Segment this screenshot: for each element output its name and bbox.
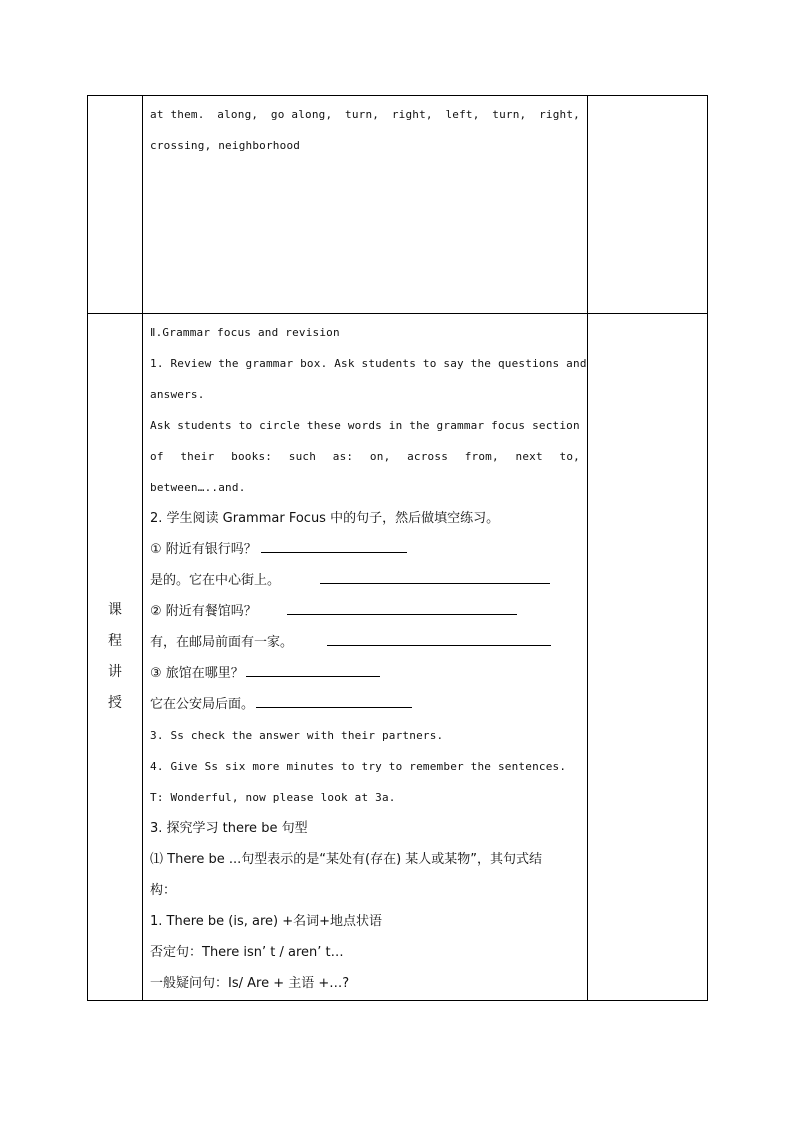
content-cell xyxy=(143,314,588,1001)
notes-cell xyxy=(588,314,708,1001)
answer-blank[interactable] xyxy=(261,538,407,553)
vocab-line-2: crossing, neighborhood xyxy=(150,139,301,152)
section-label-char: 授 xyxy=(108,695,122,711)
paragraph-line: 1. Review the grammar box. Ask students to say the questions and xyxy=(150,357,587,370)
teacher-line: T: Wonderful, now please look at 3a. xyxy=(150,791,396,804)
content-cell xyxy=(143,96,588,314)
explore-heading: 3. 探究学习 there be 句型 xyxy=(150,821,308,836)
answer-blank[interactable] xyxy=(327,631,551,646)
section-label-char: 讲 xyxy=(108,664,122,680)
step-2-instruction: 2. 学生阅读 Grammar Focus 中的句子，然后做填空练习。 xyxy=(150,511,500,526)
step-3-instruction: 3. Ss check the answer with their partners. xyxy=(150,729,444,742)
explanation-line: ⑴ There be ...句型表示的是“某处有(存在) 某人或某物”，其句式结 xyxy=(150,852,543,867)
paragraph-line: answers. xyxy=(150,388,205,401)
section-label-cell xyxy=(88,314,143,1001)
exercise-line: ② 附近有餐馆吗？ xyxy=(150,596,580,627)
question-form-line: 一般疑问句：Is/ Are + 主语 +…? xyxy=(150,976,350,991)
exercise-line: 有，在邮局前面有一家。 xyxy=(150,627,580,658)
table-row xyxy=(88,96,708,314)
answer-blank[interactable] xyxy=(256,693,412,708)
answer-blank[interactable] xyxy=(246,662,380,677)
notes-cell xyxy=(588,96,708,314)
rule-line: 1. There be (is, are) +名词+地点状语 xyxy=(150,914,383,929)
vocab-line-1: at them. along, go along, turn, right, left, turn, right, xyxy=(150,108,580,121)
label-cell xyxy=(88,96,143,314)
section-label-char: 程 xyxy=(108,633,122,649)
negative-form-line: 否定句：There isn’ t / aren’ t… xyxy=(150,945,344,960)
exercise-line: 是的。它在中心街上。 xyxy=(150,565,580,596)
table-row xyxy=(88,314,708,1001)
exercise-line: 它在公安局后面。 xyxy=(150,689,580,720)
step-4-instruction: 4. Give Ss six more minutes to try to remember the sentences. xyxy=(150,760,567,773)
explanation-line: 构： xyxy=(150,883,177,898)
answer-blank[interactable] xyxy=(320,569,550,584)
answer-blank[interactable] xyxy=(287,600,517,615)
paragraph-line: Ask students to circle these words in the grammar focus section xyxy=(150,419,580,432)
paragraph-line: of their books: such as: on, across from, next to, xyxy=(150,450,580,463)
section-label-char: 课 xyxy=(108,602,122,618)
section-heading: Ⅱ.Grammar focus and revision xyxy=(150,326,340,339)
lesson-plan-table xyxy=(87,95,708,1001)
exercise-line: ③ 旅馆在哪里？ xyxy=(150,658,580,689)
paragraph-line: between…..and. xyxy=(150,481,246,494)
exercise-line: ① 附近有银行吗？ xyxy=(150,534,580,565)
